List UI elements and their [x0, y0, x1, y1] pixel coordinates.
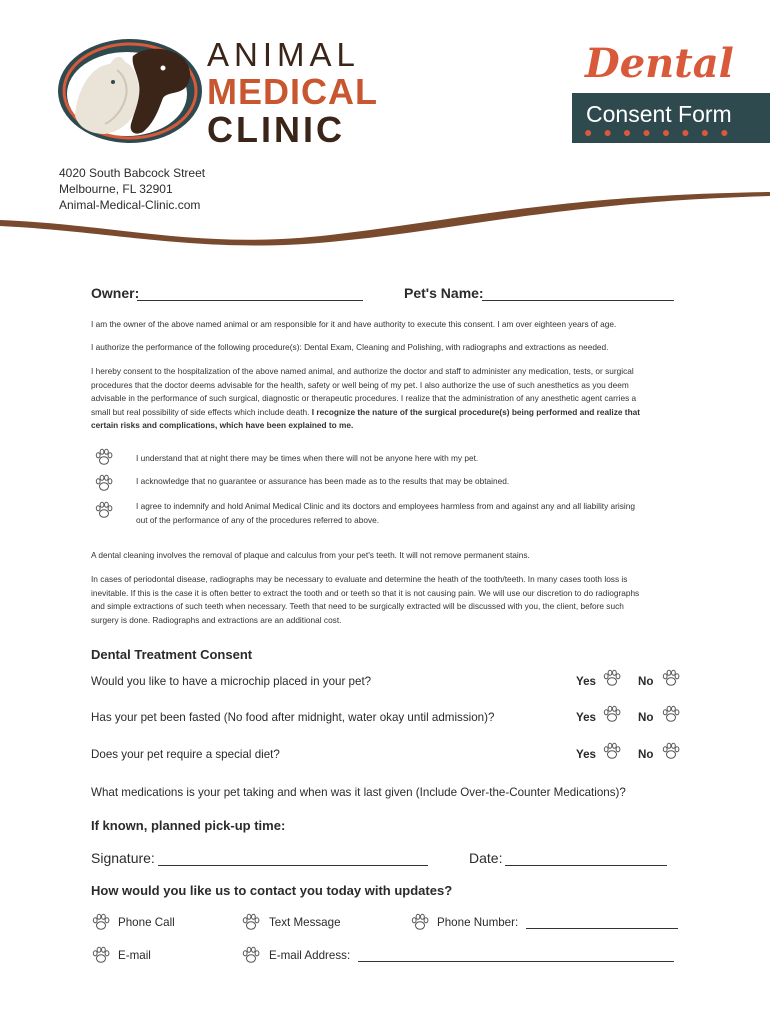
diet-no-label: No	[638, 748, 654, 761]
indemnify-line-1: I agree to indemnify and hold Animal Medical Clinic and its doctors and employees harmless from and against any and all liability arising	[136, 501, 635, 511]
owner-input[interactable]	[137, 284, 363, 301]
ack-night-supervision: I understand that at night there may be times when there will not be anyone here with my pet.	[136, 453, 479, 463]
consent-line-2: procedures that the doctor deems advisable for the health, safety or well being of my pet. I also authorize the use of such anesthetics as you deem	[91, 379, 629, 390]
consent-line-5: certain risks and complications, which have been explained to me.	[91, 420, 354, 430]
header-swoosh-divider	[0, 180, 770, 250]
fasted-no-label: No	[638, 711, 654, 724]
fasted-yes-paw-icon[interactable]	[602, 704, 622, 724]
signature-input[interactable]	[158, 849, 428, 866]
pickup-time-label: If known, planned pick-up time:	[91, 818, 286, 833]
ack-no-guarantee: I acknowledge that no guarantee or assurance has been made as to the results that may be obtained.	[136, 476, 510, 486]
consent-line-4	[91, 406, 691, 420]
signature-label: Signature:	[91, 850, 155, 866]
consent-line-4-bold: I recognize the nature of the surgical procedure(s) being performed and realize that	[309, 406, 641, 417]
diet-yes-paw-icon[interactable]	[602, 741, 622, 761]
fasted-no-paw-icon[interactable]	[661, 704, 681, 724]
pet-name-input[interactable]	[482, 284, 674, 301]
phone-number-input[interactable]	[526, 914, 678, 929]
banner-dots-decoration: ●●●●●●●●	[584, 124, 740, 140]
fasted-yes-label: Yes	[576, 711, 596, 724]
diet-yes-label: Yes	[576, 748, 596, 761]
clinic-logo	[55, 36, 205, 146]
microchip-no-label: No	[638, 675, 654, 688]
microchip-yes-label: Yes	[576, 675, 596, 688]
form-title: Consent Form	[586, 101, 732, 127]
date-input[interactable]	[505, 849, 667, 866]
address-city: Melbourne, FL 32901	[59, 182, 173, 196]
date-label: Date:	[469, 850, 503, 866]
ack-indemnify	[136, 500, 635, 527]
indemnify-line-2: out of the performance of any of the procedures referred to above.	[136, 514, 380, 525]
pet-name-label: Pet's Name:	[404, 285, 484, 301]
periodontal-line-1: In cases of periodontal disease, radiographs may be necessary to evaluate and determine the heath of the tooth/teeth. In many cases tooth loss is	[91, 574, 628, 584]
periodontal-line-3: and simple extractions of such teeth when necessary. Teeth that need to be surgically extracted will be discussed with you, the client, before such	[91, 601, 624, 611]
email-address-input[interactable]	[358, 947, 674, 962]
microchip-question: Would you like to have a microchip placed in your pet?	[91, 675, 372, 688]
diet-question: Does your pet require a special diet?	[91, 748, 280, 761]
form-word-dental: Dental	[585, 40, 734, 87]
diet-no-paw-icon[interactable]	[661, 741, 681, 761]
medications-question: What medications is your pet taking and when was it last given (Include Over-the-Counter Medications)?	[91, 786, 626, 799]
brand-line-clinic: CLINIC	[207, 109, 345, 150]
phone-number-paw-icon[interactable]	[410, 912, 430, 932]
text-message-option: Text Message	[269, 916, 341, 929]
brand-line-medical: MEDICAL	[207, 71, 378, 112]
contact-heading: How would you like us to contact you today with updates?	[91, 883, 453, 898]
phone-call-paw-icon[interactable]	[91, 912, 111, 932]
periodontal-line-4: surgery is done. Radiographs and extractions are an additional cost.	[91, 614, 342, 625]
brand-line-animal: ANIMAL	[207, 36, 360, 73]
ack3-paw-checkbox-icon[interactable]	[94, 500, 114, 520]
cat-dog-logo-icon	[55, 36, 205, 146]
consent-line-1: I hereby consent to the hospitalization of the above named animal, and authorize the doctor and staff to administer any medication, tests, or surgical	[91, 366, 634, 376]
fasted-question: Has your pet been fasted (No food after midnight, water okay until admission)?	[91, 711, 495, 724]
consent-line-4-text: small but real possibility of side effects which include death.	[91, 406, 310, 417]
email-option: E-mail	[118, 949, 151, 962]
periodontal-line-2: inevitable. If this is the case it is often better to extract the tooth and or teeth so that it is not causing pain. We will use our discretion to do radiographs	[91, 587, 640, 598]
owner-statement: I am the owner of the above named animal or am responsible for it and have authority to execute this consent. I am over eighteen years of age.	[91, 319, 617, 329]
text-message-paw-icon[interactable]	[241, 912, 261, 932]
phone-call-option: Phone Call	[118, 916, 175, 929]
clinic-website: Animal-Medical-Clinic.com	[59, 198, 201, 212]
owner-label: Owner:	[91, 285, 140, 301]
treatment-heading: Dental Treatment Consent	[91, 647, 253, 662]
email-paw-icon[interactable]	[91, 945, 111, 965]
hospitalization-consent	[91, 365, 691, 433]
cleaning-info: A dental cleaning involves the removal of plaque and calculus from your pet's teeth. It will not remove permanent stains.	[91, 550, 530, 560]
ack2-paw-checkbox-icon[interactable]	[94, 473, 114, 493]
address-street: 4020 South Babcock Street	[59, 166, 206, 180]
consent-line-3: advisable in the performance of such surgical, diagnostic or therapeutic procedures. I realize that the administration of any anesthetic agent carries a	[91, 393, 637, 403]
ack1-paw-checkbox-icon[interactable]	[94, 447, 114, 467]
periodontal-info	[91, 573, 691, 627]
phone-number-label: Phone Number:	[437, 916, 519, 929]
email-address-label: E-mail Address:	[269, 949, 351, 962]
microchip-no-paw-icon[interactable]	[661, 668, 681, 688]
microchip-yes-paw-icon[interactable]	[602, 668, 622, 688]
email-address-paw-icon[interactable]	[241, 945, 261, 965]
procedure-authorization: I authorize the performance of the following procedure(s): Dental Exam, Cleaning and Polishing, with radiographs and extractions as needed.	[91, 342, 609, 352]
